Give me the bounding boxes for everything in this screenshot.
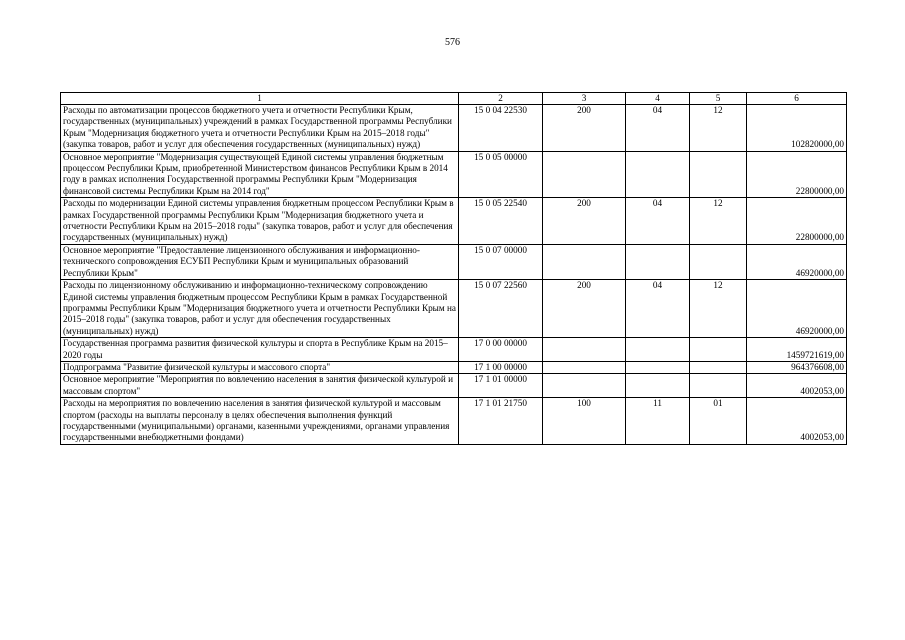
row-subsection — [690, 244, 747, 279]
row-name: Расходы по автоматизации процессов бюджетного учета и отчетности Республики Крым, государственных (муниципальных) учреждений в рамках Государственной программы Республики Крым "Модернизация бюджетного учета и отчетности Республики Крым на 2015–2018 годы" (закупка товаров, работ и услуг для обеспечения государственных (муниципальных) нужд) — [61, 105, 459, 152]
table-row — [61, 338, 847, 362]
table-row — [61, 361, 847, 373]
row-name: Основное мероприятие "Мероприятия по вовлечению населения в занятия физической культурой и массовым спортом" — [61, 374, 459, 398]
header-cell: 1 — [61, 93, 459, 105]
table-row — [61, 151, 847, 198]
header-cell: 5 — [690, 93, 747, 105]
row-target-article: 17 1 00 00000 — [459, 361, 543, 373]
row-name: Расходы по модернизации Единой системы управления бюджетным процессом Республики Крым в рамках Государственной программы Республики Крым "Модернизация бюджетного учета и отчетности Республики Крым на 2015–2018 годы" (закупка товаров, работ и услуг для обеспечения государственных (муниципальных) нужд) — [61, 198, 459, 245]
row-section — [626, 151, 690, 198]
row-section: 04 — [626, 280, 690, 338]
row-subsection: 12 — [690, 280, 747, 338]
row-subsection — [690, 151, 747, 198]
row-section — [626, 361, 690, 373]
row-target-article: 15 0 04 22530 — [459, 105, 543, 152]
row-amount: 22800000,00 — [747, 198, 847, 245]
row-amount: 102820000,00 — [747, 105, 847, 152]
row-expense-type: 200 — [543, 198, 626, 245]
row-target-article: 17 1 01 21750 — [459, 398, 543, 445]
row-subsection: 01 — [690, 398, 747, 445]
row-amount: 22800000,00 — [747, 151, 847, 198]
row-name: Расходы по лицензионному обслуживанию и информационно-техническому сопровождению Единой системы управления бюджетным процессом Республики Крым в рамках Государственной программы Республики Крым "Модернизация бюджетного учета и отчетности Республики Крым на 2015–2018 годы" (закупка товаров, работ и услуг для обеспечения государственных (муниципальных) нужд) — [61, 280, 459, 338]
row-name: Расходы на мероприятия по вовлечению населения в занятия физической культурой и массовым спортом (расходы на выплаты персоналу в целях обеспечения выполнения функций государственными (муниципальными) органами, казенными учреждениями, органами управления государственными внебюджетными фондами) — [61, 398, 459, 445]
row-subsection — [690, 374, 747, 398]
row-amount: 964376608,00 — [747, 361, 847, 373]
header-cell: 3 — [543, 93, 626, 105]
row-target-article: 15 0 07 22560 — [459, 280, 543, 338]
row-subsection — [690, 361, 747, 373]
row-section — [626, 244, 690, 279]
budget-table — [60, 92, 847, 445]
table-row — [61, 198, 847, 245]
row-amount: 46920000,00 — [747, 280, 847, 338]
row-expense-type — [543, 361, 626, 373]
table-row — [61, 280, 847, 338]
row-subsection: 12 — [690, 198, 747, 245]
row-name: Основное мероприятие "Модернизация существующей Единой системы управления бюджетным процессом Республики Крым, приобретенной Министерством финансов Республики Крым в 2014 году в рамках исполнения Государственной программы Республики Крым "Модернизация финансовой системы Республики Крым на 2014 год" — [61, 151, 459, 198]
row-section: 04 — [626, 105, 690, 152]
table-row — [61, 244, 847, 279]
row-expense-type — [543, 151, 626, 198]
table-row — [61, 398, 847, 445]
row-name: Государственная программа развития физической культуры и спорта в Республике Крым на 2015–2020 годы — [61, 338, 459, 362]
row-target-article: 15 0 07 00000 — [459, 244, 543, 279]
row-section: 04 — [626, 198, 690, 245]
row-expense-type: 100 — [543, 398, 626, 445]
row-amount: 4002053,00 — [747, 398, 847, 445]
table-row — [61, 374, 847, 398]
row-name: Подпрограмма "Развитие физической культуры и массового спорта" — [61, 361, 459, 373]
row-section — [626, 338, 690, 362]
table-header-row — [61, 93, 847, 105]
row-subsection: 12 — [690, 105, 747, 152]
row-expense-type — [543, 338, 626, 362]
row-subsection — [690, 338, 747, 362]
row-target-article: 15 0 05 00000 — [459, 151, 543, 198]
row-name: Основное мероприятие "Предоставление лицензионного обслуживания и информационно-технического сопровождения ЕСУБП Республики Крым и муниципальных образований Республики Крым" — [61, 244, 459, 279]
header-cell: 6 — [747, 93, 847, 105]
row-target-article: 17 1 01 00000 — [459, 374, 543, 398]
row-amount: 46920000,00 — [747, 244, 847, 279]
row-target-article: 15 0 05 22540 — [459, 198, 543, 245]
row-amount: 4002053,00 — [747, 374, 847, 398]
table-row — [61, 105, 847, 152]
row-section — [626, 374, 690, 398]
row-section: 11 — [626, 398, 690, 445]
row-expense-type: 200 — [543, 105, 626, 152]
header-cell: 2 — [459, 93, 543, 105]
row-target-article: 17 0 00 00000 — [459, 338, 543, 362]
header-cell: 4 — [626, 93, 690, 105]
row-expense-type — [543, 244, 626, 279]
row-amount: 1459721619,00 — [747, 338, 847, 362]
row-expense-type — [543, 374, 626, 398]
row-expense-type: 200 — [543, 280, 626, 338]
page-number: 576 — [445, 37, 460, 48]
